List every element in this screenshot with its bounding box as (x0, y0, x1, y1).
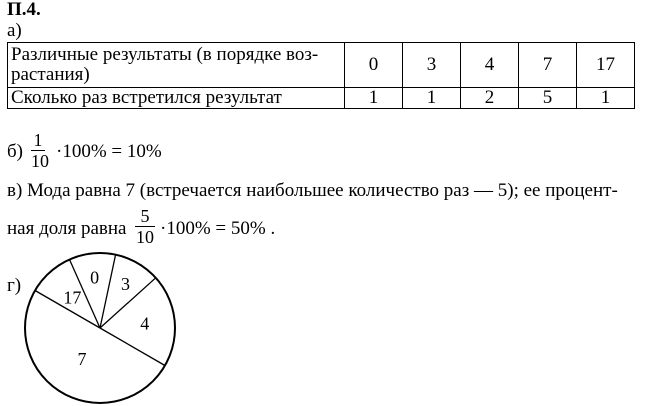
pie-slice-label: 7 (77, 349, 87, 370)
count-cell: 1 (345, 88, 403, 109)
pie-slice-label: 3 (121, 273, 130, 294)
part-c-expression: ·100% = 50% . (160, 218, 276, 239)
row-label-results-line2: растания) (11, 64, 90, 85)
count-cell: 2 (461, 88, 519, 109)
part-b-expression: ·100% = 10% (56, 141, 162, 162)
result-cell: 17 (577, 43, 635, 88)
result-cell: 7 (519, 43, 577, 88)
count-cell: 5 (519, 88, 577, 109)
part-c-line1: в) Мода равна 7 (встречается наибольшее количество раз — 5); ее процент- (7, 180, 618, 201)
pie-slice-label: 17 (63, 287, 82, 308)
count-cell: 1 (577, 88, 635, 109)
pie-slice-label: 4 (140, 313, 150, 334)
result-cell: 0 (345, 43, 403, 88)
result-cell: 4 (461, 43, 519, 88)
result-cell: 3 (403, 43, 461, 88)
part-b-label: б) (7, 141, 23, 162)
row-label-counts: Сколько раз встретился результат (8, 88, 345, 109)
part-a-label: а) (7, 20, 22, 41)
pie-slice-divider (100, 328, 165, 366)
fraction-denominator: 10 (136, 227, 154, 247)
row-label-results-line1: Различные результаты (в порядке воз- (11, 44, 319, 65)
problem-heading: П.4. (7, 0, 41, 20)
fraction-denominator: 10 (31, 151, 49, 171)
pie-slice-label: 0 (90, 267, 100, 288)
part-d-label: г) (7, 275, 22, 296)
fraction-numerator: 5 (140, 206, 150, 226)
count-cell: 1 (403, 88, 461, 109)
fraction-numerator: 1 (33, 130, 43, 150)
pie-slice-divider (100, 255, 116, 328)
part-c-line2-prefix: ная доля равна (7, 218, 127, 239)
